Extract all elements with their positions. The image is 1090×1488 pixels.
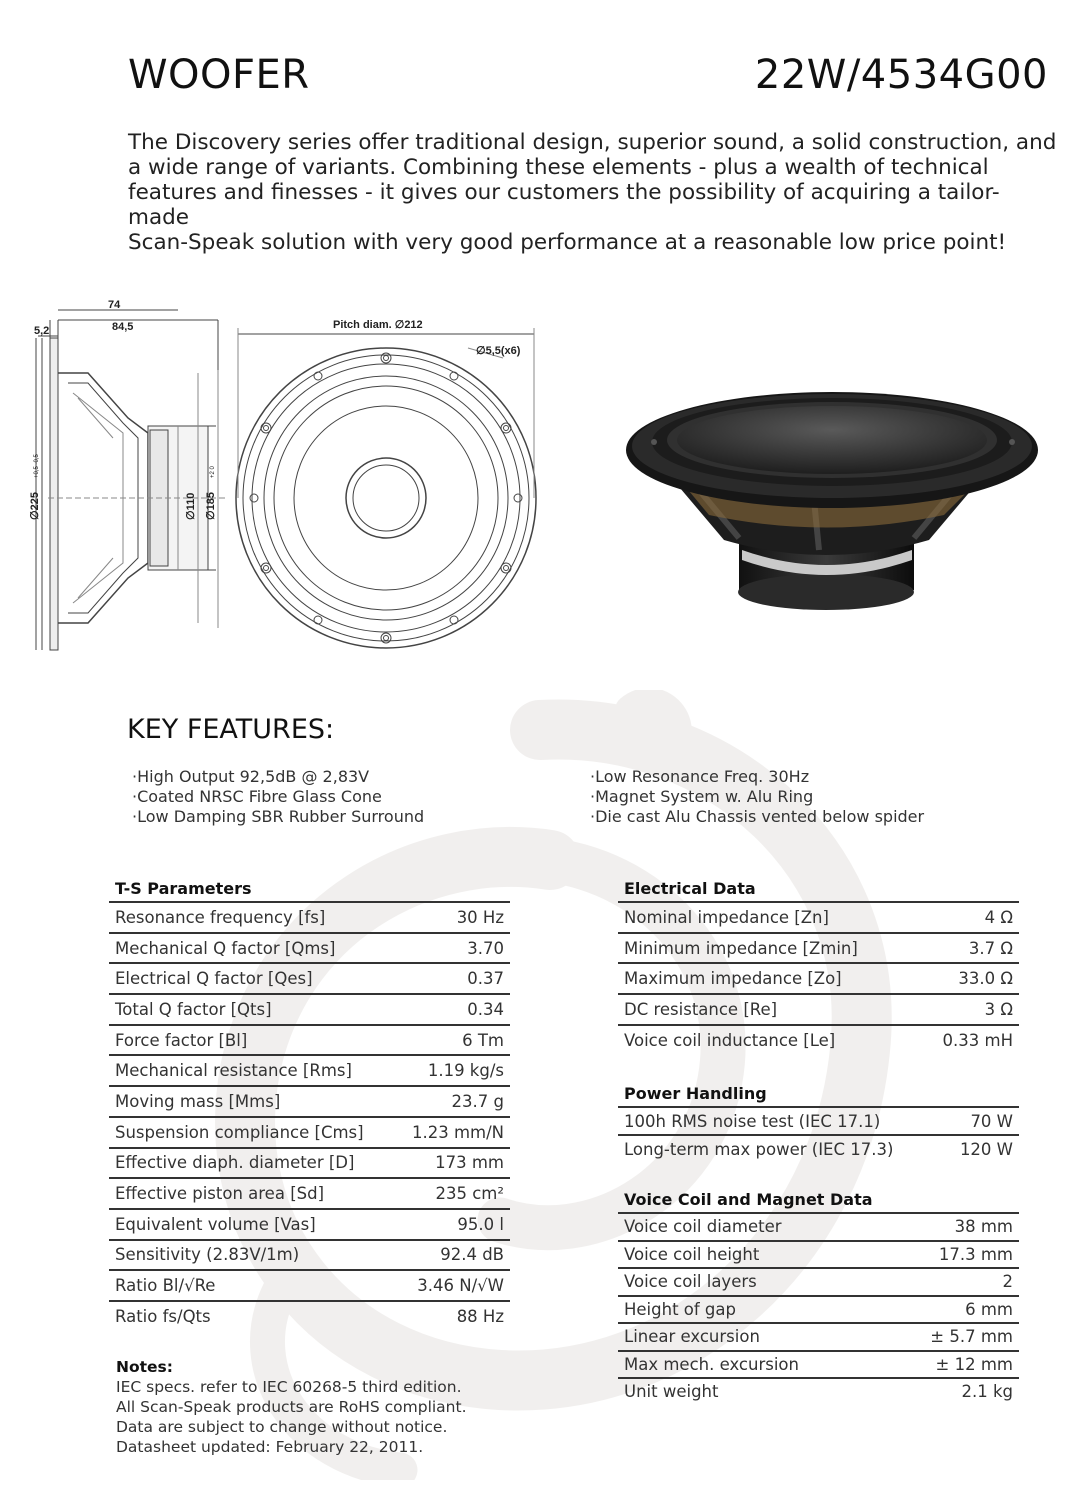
row-label: Maximum impedance [Zo]: [624, 969, 842, 989]
row-label: Mechanical resistance [Rms]: [115, 1061, 352, 1081]
table-row: [109, 1300, 510, 1331]
feature-item: · Low Resonance Freq. 30Hz: [590, 767, 924, 787]
row-label: Nominal impedance [Zn]: [624, 907, 829, 927]
table-row: [618, 1350, 1019, 1378]
row-value: 3.46 N/√W: [417, 1276, 504, 1296]
row-value: 6 mm: [965, 1299, 1013, 1319]
row-label: Voice coil inductance [Le]: [624, 1030, 836, 1050]
note-line: IEC specs. refer to IEC 60268-5 third edition.: [116, 1378, 462, 1396]
row-label: Height of gap: [624, 1299, 736, 1319]
intro-line: Scan-Speak solution with very good performance at a reasonable low price point!: [128, 230, 1007, 255]
table-row: [618, 932, 1019, 963]
row-value: 88 Hz: [456, 1306, 504, 1326]
row-label: 100h RMS noise test (IEC 17.1): [624, 1111, 881, 1131]
row-label: Force factor [Bl]: [115, 1030, 248, 1050]
row-label: Suspension compliance [Cms]: [115, 1122, 364, 1142]
table-title: Power Handling: [624, 1084, 767, 1103]
table-row: [618, 993, 1019, 1024]
row-value: 33.0 Ω: [958, 969, 1013, 989]
row-value: 38 mm: [954, 1217, 1013, 1237]
table-row: [618, 1240, 1019, 1268]
row-value: 23.7 g: [451, 1091, 504, 1111]
row-label: Voice coil layers: [624, 1272, 757, 1292]
table-row: [109, 962, 510, 993]
product-category-title: WOOFER: [128, 52, 310, 98]
row-value: ± 5.7 mm: [930, 1327, 1013, 1347]
intro-paragraph: [128, 130, 1058, 255]
table-row: [618, 1134, 1019, 1162]
intro-line: features and finesses - it gives our customers the possibility of acquiring a tailor-made: [128, 180, 1000, 230]
row-value: 3 Ω: [984, 999, 1013, 1019]
row-label: Equivalent volume [Vas]: [115, 1214, 316, 1234]
row-value: 92.4 dB: [440, 1245, 504, 1265]
table-row: [618, 1212, 1019, 1240]
table-row: [109, 1085, 510, 1116]
table-row: [109, 1239, 510, 1270]
row-label: Electrical Q factor [Qes]: [115, 969, 313, 989]
voice-coil-table: [618, 1188, 1019, 1405]
row-value: 0.33 mH: [942, 1030, 1013, 1050]
feature-item: · Low Damping SBR Rubber Surround: [132, 807, 424, 827]
product-model-number: 22W/4534G00: [754, 52, 1048, 98]
table-row: [109, 901, 510, 932]
table-row: [618, 1295, 1019, 1323]
table-row: [618, 962, 1019, 993]
row-label: Total Q factor [Qts]: [115, 999, 272, 1019]
row-value: 1.19 kg/s: [427, 1061, 504, 1081]
feature-item: · Coated NRSC Fibre Glass Cone: [132, 787, 424, 807]
note-line: Datasheet updated: February 22, 2011.: [116, 1438, 424, 1456]
table-title: T-S Parameters: [115, 879, 252, 898]
row-value: 0.37: [467, 969, 504, 989]
row-value: 30 Hz: [456, 907, 504, 927]
feature-item: · High Output 92,5dB @ 2,83V: [132, 767, 424, 787]
row-label: Mechanical Q factor [Qms]: [115, 938, 336, 958]
dim-outer-tolerance: +0,5 -0,5: [34, 454, 40, 478]
feature-item: · Die cast Alu Chassis vented below spider: [590, 807, 924, 827]
table-row: [109, 1177, 510, 1208]
row-label: Minimum impedance [Zmin]: [624, 938, 858, 958]
dim-holes-label: ∅5,5(x6): [476, 345, 521, 357]
row-label: Unit weight: [624, 1382, 719, 1402]
electrical-data-table: [618, 877, 1019, 1054]
row-label: Max mech. excursion: [624, 1354, 799, 1374]
table-row: [109, 1054, 510, 1085]
row-value: 235 cm²: [435, 1184, 504, 1204]
technical-drawing: [28, 298, 558, 658]
row-value: 95.0 l: [457, 1214, 504, 1234]
table-row: [109, 1024, 510, 1055]
row-value: 70 W: [970, 1111, 1013, 1131]
features-left-list: [132, 767, 424, 826]
dim-flange-label: 5,2: [34, 325, 50, 337]
table-title: Electrical Data: [624, 879, 756, 898]
row-label: Effective diaph. diameter [D]: [115, 1153, 355, 1173]
table-row: [618, 1267, 1019, 1295]
row-label: Linear excursion: [624, 1327, 760, 1347]
row-label: Moving mass [Mms]: [115, 1091, 281, 1111]
intro-line: The Discovery series offer traditional design, superior sound, a solid construction, and: [128, 130, 1057, 155]
row-value: 3.7 Ω: [968, 938, 1013, 958]
notes-title: Notes:: [116, 1358, 173, 1376]
table-row: [109, 993, 510, 1024]
row-value: 1.23 mm/N: [411, 1122, 504, 1142]
table-row: [109, 1147, 510, 1178]
row-label: Voice coil diameter: [624, 1217, 782, 1237]
notes-block: [116, 1357, 467, 1457]
table-row: [109, 1208, 510, 1239]
note-line: Data are subject to change without notice.: [116, 1418, 448, 1436]
dim-outer-label: ∅225: [29, 492, 41, 520]
power-handling-table: [618, 1082, 1019, 1162]
ts-parameters-table: [109, 877, 510, 1331]
dim-depth-label: 84,5: [112, 321, 134, 333]
row-value: 120 W: [959, 1139, 1013, 1159]
dim-magnet-label: ∅110: [185, 492, 197, 520]
row-value: 6 Tm: [462, 1030, 504, 1050]
row-value: 173 mm: [435, 1153, 504, 1173]
note-line: All Scan-Speak products are RoHS compliant.: [116, 1398, 467, 1416]
woofer-product-photo: [614, 380, 1044, 620]
row-label: Sensitivity (2.83V/1m): [115, 1245, 300, 1265]
intro-line: a wide range of variants. Combining these elements - plus a wealth of technical: [128, 155, 989, 180]
table-row: [109, 1269, 510, 1300]
row-label: Long-term max power (IEC 17.3): [624, 1139, 894, 1159]
dim-pitch-label: Pitch diam. ∅212: [333, 319, 423, 331]
row-value: 2: [1002, 1272, 1013, 1292]
table-row: [618, 1106, 1019, 1134]
table-row: [109, 1116, 510, 1147]
key-features-title: KEY FEATURES:: [127, 714, 335, 745]
table-row: [618, 1322, 1019, 1350]
features-right-list: [590, 767, 924, 826]
table-row: [618, 901, 1019, 932]
table-row: [109, 932, 510, 963]
table-title: Voice Coil and Magnet Data: [624, 1190, 873, 1209]
row-value: 0.34: [467, 999, 504, 1019]
row-label: Voice coil height: [624, 1244, 760, 1264]
row-label: Resonance frequency [fs]: [115, 907, 326, 927]
row-label: Effective piston area [Sd]: [115, 1184, 325, 1204]
row-value: 3.70: [467, 938, 504, 958]
row-label: DC resistance [Re]: [624, 999, 778, 1019]
row-value: 17.3 mm: [938, 1244, 1013, 1264]
row-label: Ratio Bl/√Re: [115, 1276, 216, 1296]
table-row: [618, 1024, 1019, 1055]
dim-cutout-label: ∅185: [205, 492, 217, 520]
row-value: 4 Ω: [984, 907, 1013, 927]
dim-cutout-tolerance: +2 0: [210, 466, 216, 478]
dim-top-label: 74: [108, 299, 121, 311]
feature-item: · Magnet System w. Alu Ring: [590, 787, 924, 807]
row-value: ± 12 mm: [935, 1354, 1013, 1374]
row-label: Ratio fs/Qts: [115, 1306, 211, 1326]
row-value: 2.1 kg: [961, 1382, 1013, 1402]
table-row: [618, 1377, 1019, 1405]
